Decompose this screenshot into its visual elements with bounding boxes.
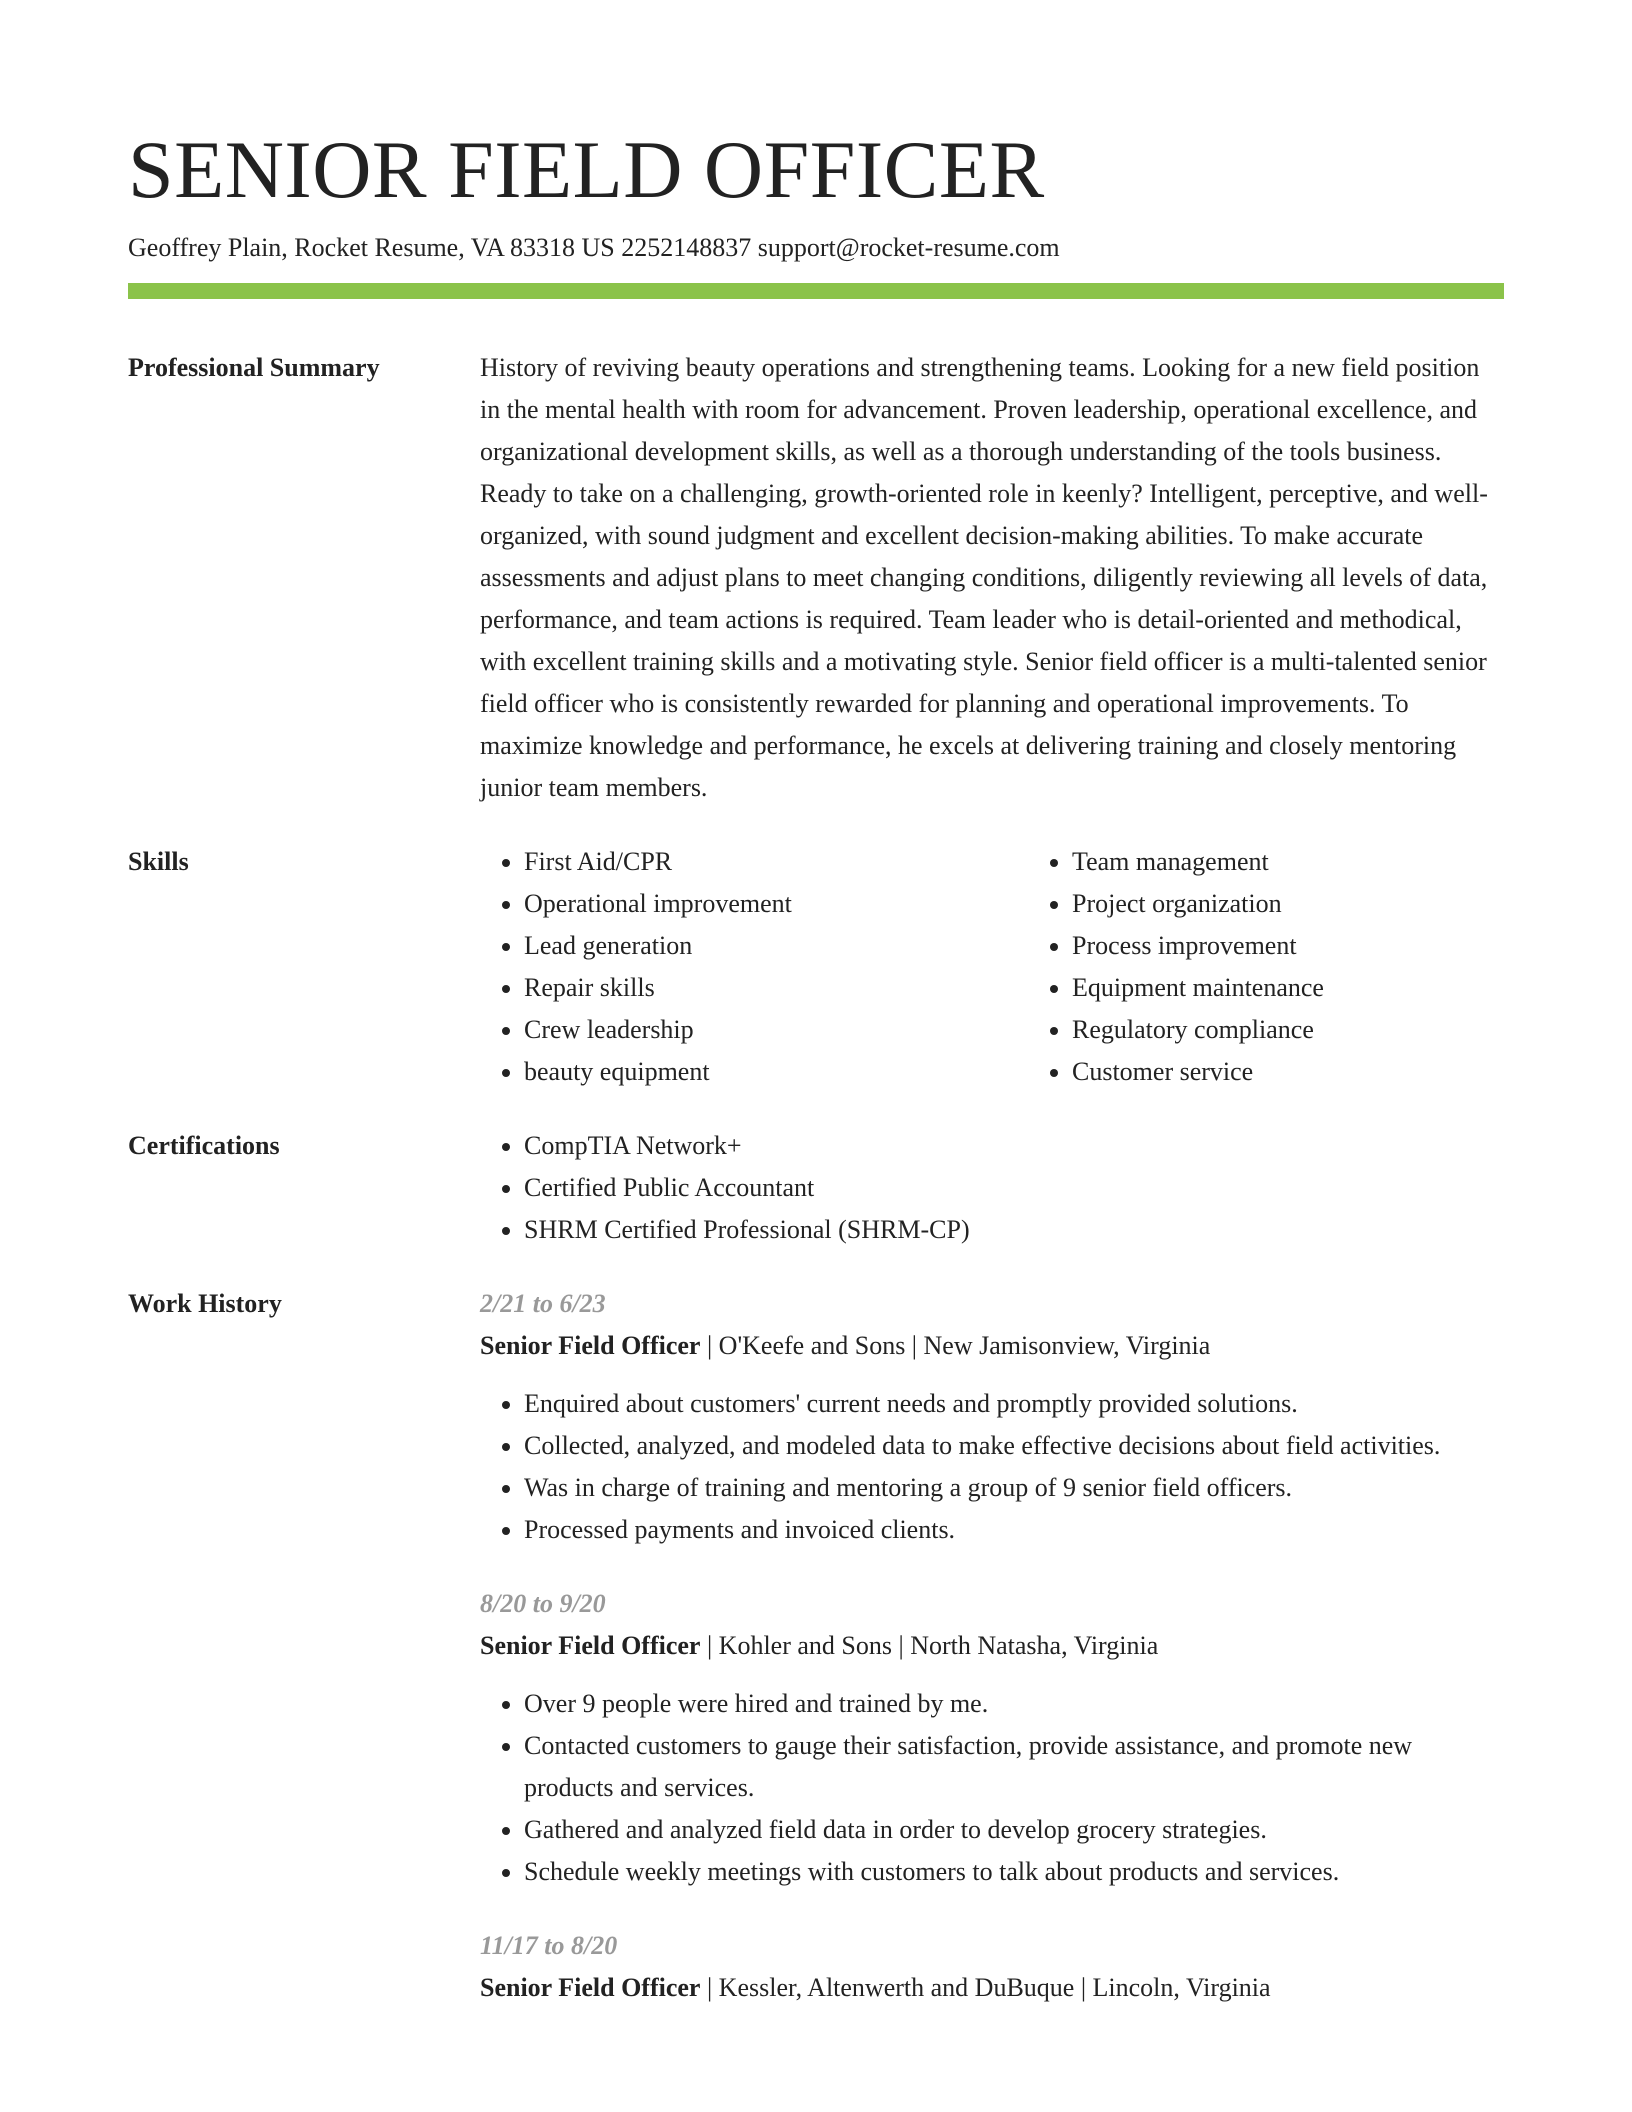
skill-item: • Operational improvement xyxy=(524,883,1028,925)
certification-item: • SHRM Certified Professional (SHRM-CP) xyxy=(524,1209,1504,1251)
work-history-section xyxy=(128,1283,1504,2041)
job-details: | Kohler and Sons | North Natasha, Virginia xyxy=(700,1631,1159,1660)
job-title: Senior Field Officer xyxy=(480,1331,701,1360)
job-bullets xyxy=(480,1683,1504,1893)
job-title: Senior Field Officer xyxy=(480,1631,701,1660)
job-entry xyxy=(480,1583,1504,1893)
job-bullet: • Schedule weekly meetings with customers to talk about products and services. xyxy=(524,1851,1504,1893)
skill-item: • Customer service xyxy=(1072,1051,1576,1093)
skills-section xyxy=(128,841,1504,1093)
skills-list-left xyxy=(480,841,1028,1093)
certifications-label: Certifications xyxy=(128,1131,280,1160)
skill-item: • Project organization xyxy=(1072,883,1576,925)
summary-text: History of reviving beauty operations and strengthening teams. Looking for a new field position in the mental health with room for advancement. Proven leadership, operational excellence, and organizational development skills, as well as a thorough understanding of the tools business. Ready to take on a challenging, growth-oriented role in keenly? Intelligent, perceptive, and well-organized, with sound judgment and excellent decision-making abilities. To make accurate assessments and adjust plans to meet changing conditions, diligently reviewing all levels of data, performance, and team actions is required. Team leader who is detail-oriented and methodical, with excellent training skills and a motivating style. Senior field officer is a multi-talented senior field officer who is consistently rewarded for planning and operational improvements. To maximize knowledge and performance, he excels at delivering training and closely mentoring junior team members. xyxy=(480,353,1488,802)
job-dates: 2/21 to 6/23 xyxy=(480,1289,606,1318)
job-heading xyxy=(480,1967,1504,2009)
resume-page xyxy=(128,120,1504,2041)
certification-item: • Certified Public Accountant xyxy=(524,1167,1504,1209)
job-entry xyxy=(480,1283,1504,1551)
skill-item: • Process improvement xyxy=(1072,925,1576,967)
contact-line: Geoffrey Plain, Rocket Resume, VA 83318 US 2252148837 support@rocket-resume.com xyxy=(128,233,1060,262)
work-history-label: Work History xyxy=(128,1289,282,1318)
skill-item: • Team management xyxy=(1072,841,1576,883)
certifications-section xyxy=(128,1125,1504,1251)
job-bullet: • Over 9 people were hired and trained by me. xyxy=(524,1683,1504,1725)
skills-label: Skills xyxy=(128,847,189,876)
job-bullet: • Enquired about customers' current needs and promptly provided solutions. xyxy=(524,1383,1504,1425)
job-bullet: • Gathered and analyzed field data in order to develop grocery strategies. xyxy=(524,1809,1504,1851)
job-bullet: • Processed payments and invoiced clients. xyxy=(524,1509,1504,1551)
summary-label: Professional Summary xyxy=(128,353,380,382)
job-bullet: • Was in charge of training and mentoring a group of 9 senior field officers. xyxy=(524,1467,1504,1509)
summary-section xyxy=(128,347,1504,809)
job-dates: 8/20 to 9/20 xyxy=(480,1589,606,1618)
job-bullets xyxy=(480,1383,1504,1551)
job-heading xyxy=(480,1625,1504,1667)
certifications-body xyxy=(480,1125,1504,1251)
skill-item: • Lead generation xyxy=(524,925,1028,967)
job-bullet: • Contacted customers to gauge their satisfaction, provide assistance, and promote new products and services. xyxy=(524,1725,1504,1809)
skills-grid xyxy=(480,841,1576,1093)
job-title: Senior Field Officer xyxy=(480,1973,701,2002)
skill-item: • First Aid/CPR xyxy=(524,841,1028,883)
work-history-body xyxy=(480,1283,1504,2041)
skill-item: • beauty equipment xyxy=(524,1051,1028,1093)
job-heading xyxy=(480,1325,1504,1367)
skills-list-right xyxy=(1028,841,1576,1093)
job-details: | O'Keefe and Sons | New Jamisonview, Virginia xyxy=(700,1331,1211,1360)
certifications-list xyxy=(480,1125,1504,1251)
job-dates: 11/17 to 8/20 xyxy=(480,1931,618,1960)
resume-title: SENIOR FIELD OFFICER xyxy=(128,124,1045,215)
skill-item: • Regulatory compliance xyxy=(1072,1009,1576,1051)
job-bullet: • Collected, analyzed, and modeled data to make effective decisions about field activities. xyxy=(524,1425,1504,1467)
skill-item: • Equipment maintenance xyxy=(1072,967,1576,1009)
job-details: | Kessler, Altenwerth and DuBuque | Lincoln, Virginia xyxy=(700,1973,1271,2002)
job-entry xyxy=(480,1925,1504,2009)
skill-item: • Crew leadership xyxy=(524,1009,1028,1051)
skill-item: • Repair skills xyxy=(524,967,1028,1009)
accent-divider xyxy=(128,283,1504,299)
certification-item: • CompTIA Network+ xyxy=(524,1125,1504,1167)
